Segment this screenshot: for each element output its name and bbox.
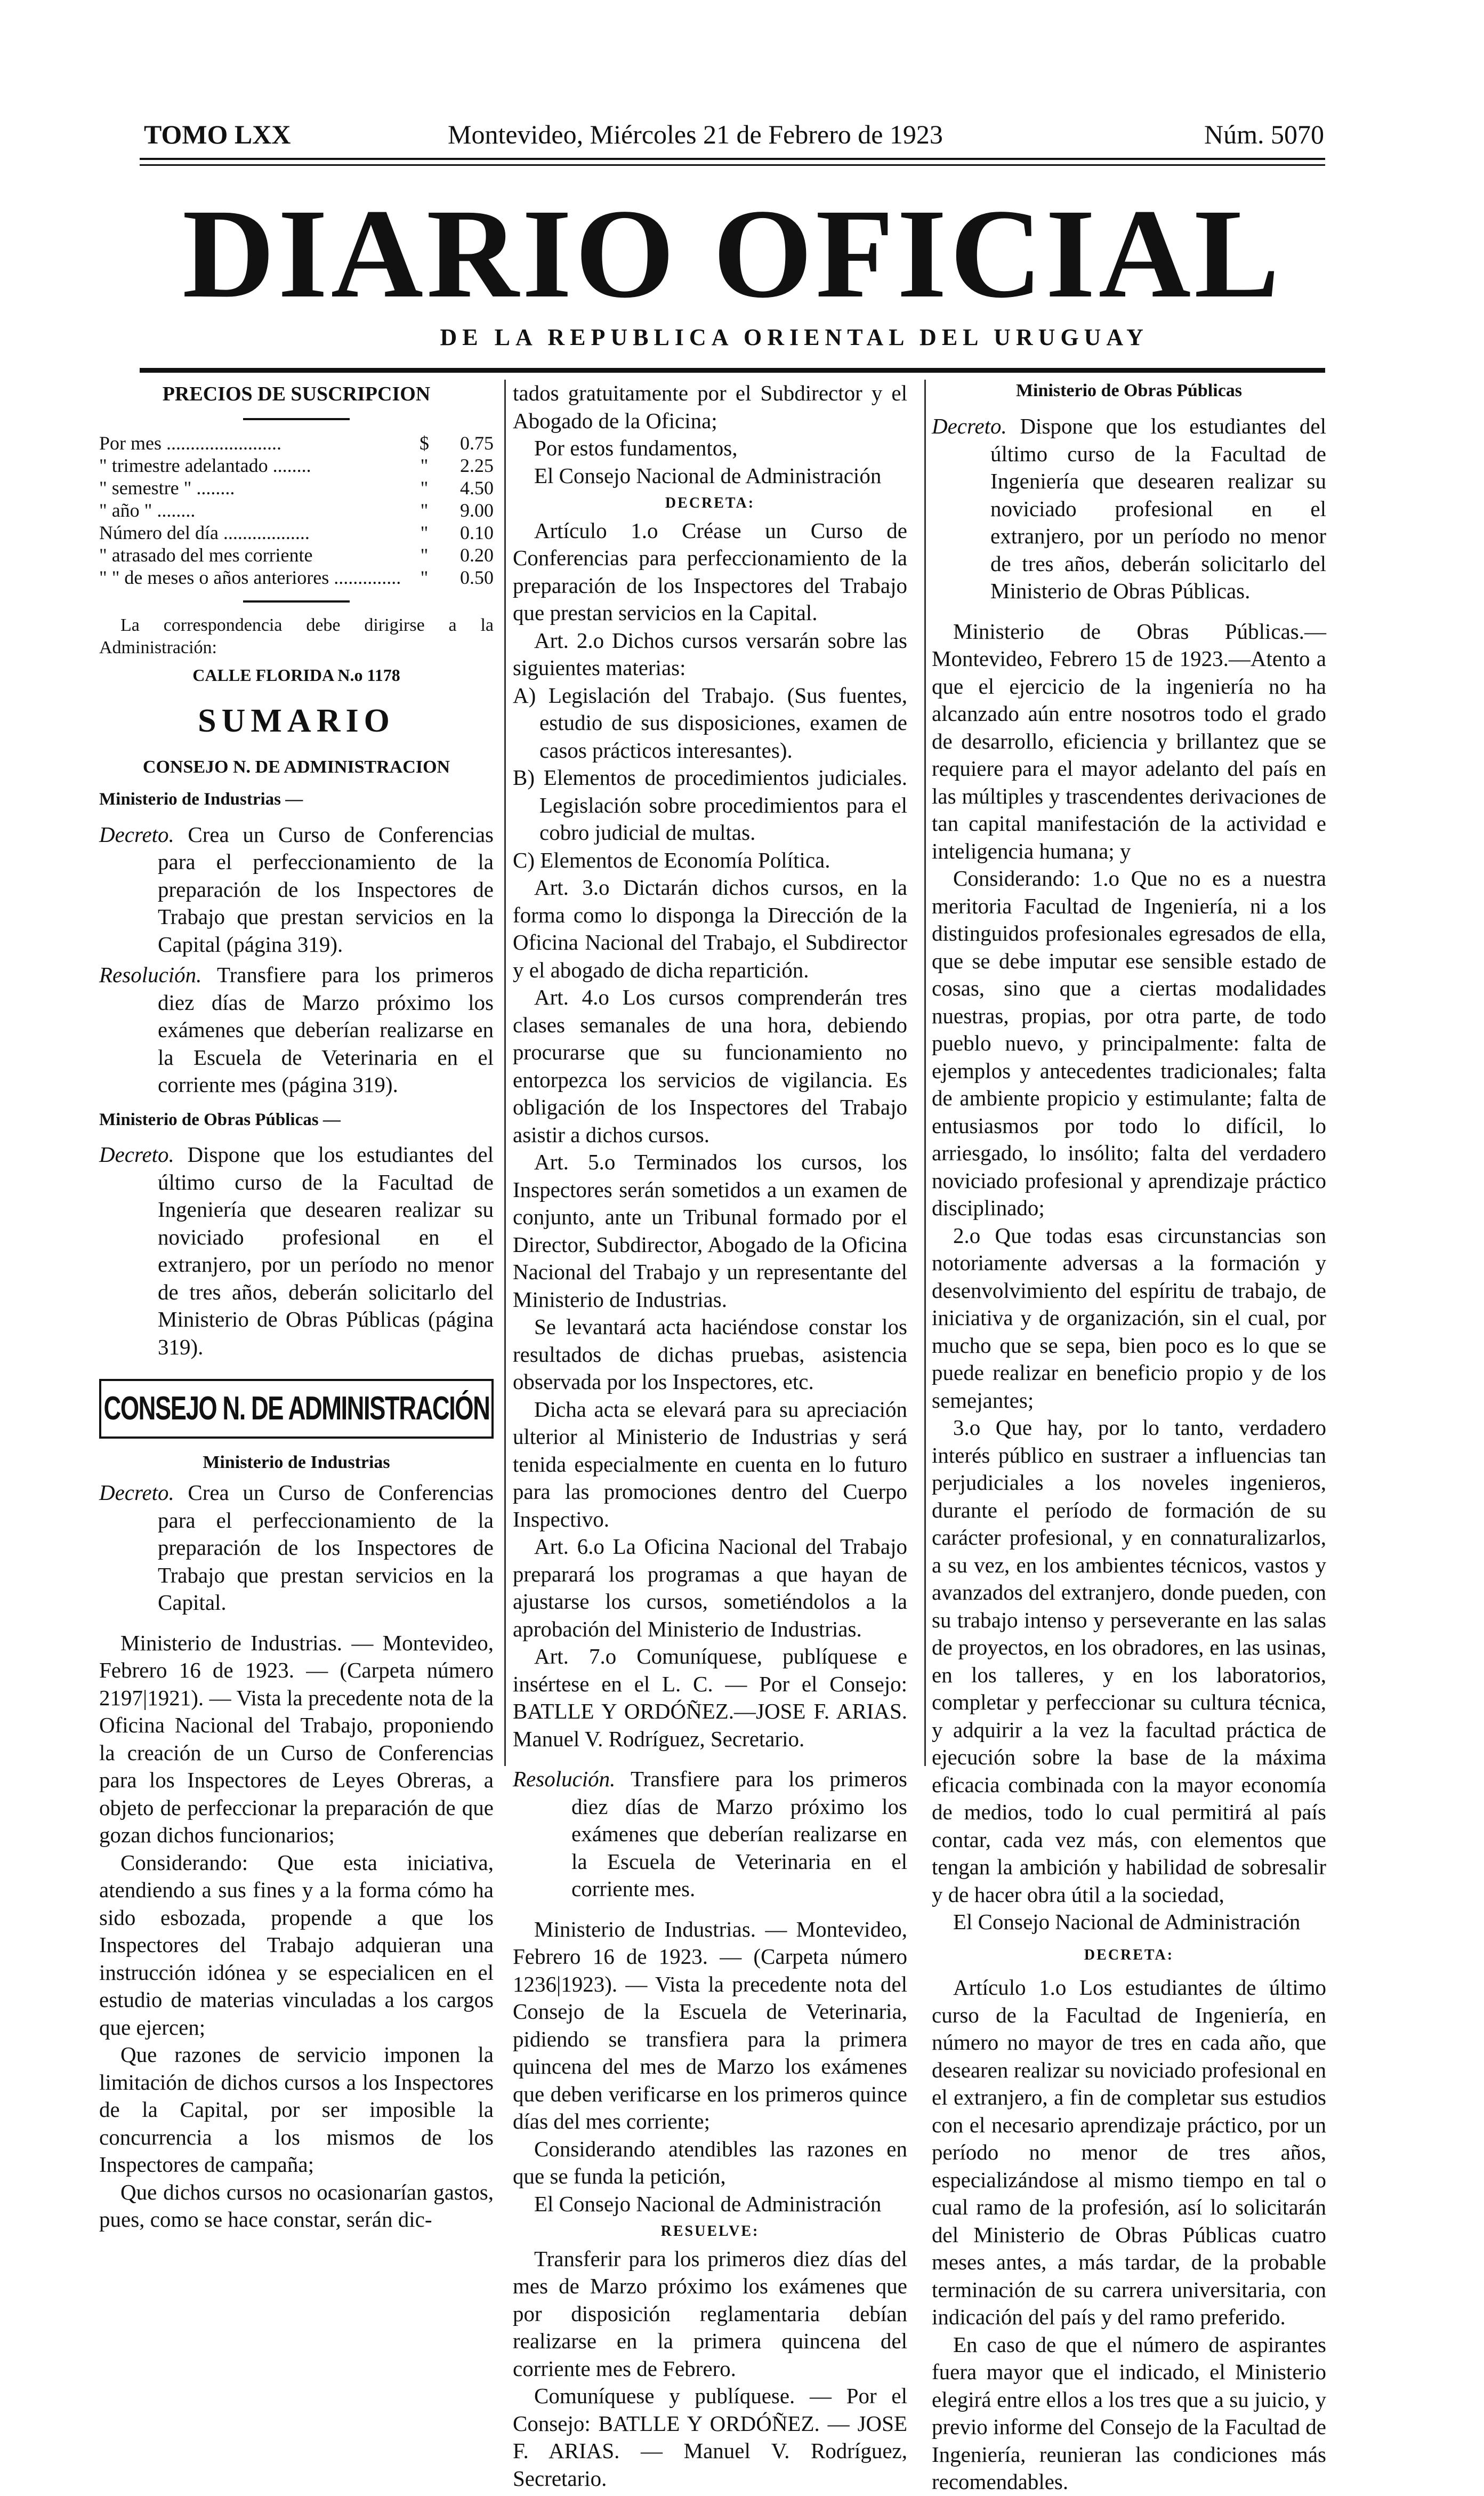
section-banner-box xyxy=(99,1379,494,1439)
item-label: Resolución. xyxy=(513,1767,616,1791)
item-text: Transfiere para los primeros diez días de Marzo próximo los exámenes que deberían realizarse en la Escuela de Veterinaria en el corriente mes. xyxy=(571,1767,908,1901)
paragraph: Que razones de servicio imponen la limitación de dichos cursos a los Inspectores de la Capital, por ser imposible la concurrencia a los mismos de los Inspectores de campaña; xyxy=(99,2042,494,2177)
price-label: " semestre " ........ xyxy=(99,477,235,499)
price-value: 4.50 xyxy=(460,477,494,499)
issue-number: Núm. 5070 xyxy=(1204,119,1324,149)
paragraph: Ministerio de Industrias. — Montevideo, Febrero 16 de 1923. — (Carpeta número 2197|1921). — Vista la precedente nota de la Oficina Nacional del Trabajo, proponiendo la creación de un Curso de Conferencias para los Inspectores de Leyes Obreras, a objeto de perfeccionar la preparación de que gozan dichos funcionarios; xyxy=(99,1630,494,1847)
masthead-title: DIARIO OFICIAL xyxy=(182,182,1283,324)
column-divider xyxy=(924,380,926,1766)
header-rule-top xyxy=(140,158,1325,160)
paragraph: Transferir para los primeros diez días del mes de Marzo próximo los exámenes que por disposición reglamentaria debían realizarse en la primera quincena del corriente mes de Febrero. xyxy=(513,2246,907,2381)
item-text: Crea un Curso de Conferencias para el perfeccionamiento de la preparación de los Inspectores de Trabajo que prestan servicios en la Capital. xyxy=(158,1480,494,1615)
price-value: 9.00 xyxy=(460,500,494,521)
price-currency: " xyxy=(420,477,429,499)
article: Art. 7.o Comuníquese, publíquese e insértese en el L. C. — Por el Consejo: BATLLE Y ORDÓÑEZ.—JOSE F. ARIAS. Manuel V. Rodríguez, Secretario. xyxy=(513,1644,907,1751)
decree-summary xyxy=(932,413,1326,605)
price-label: Número del día .................. xyxy=(99,522,310,543)
short-rule xyxy=(243,600,350,603)
article: Art. 6.o La Oficina Nacional del Trabajo preparará los programas a que hayan de ajustarse los cursos, sometiéndolos a la aprobación del Ministerio de Industrias. xyxy=(513,1534,907,1641)
price-row xyxy=(99,499,494,521)
paragraph: Ministerio de Obras Públicas.—Montevideo, Febrero 15 de 1923.—Atento a que el ejercicio de la ingeniería no ha alcanzado aún entre nosotros todo el grado de desarrollo, eficiencia y brillantez que se requiere para el mayor adelanto del país en las múltiples y trascendentes derivaciones de tan capital manifestación de la actividad e inteligencia humana; y xyxy=(932,619,1326,863)
prices-table xyxy=(99,432,494,589)
paragraph: Que dichos cursos no ocasionarían gastos, pues, como se hace constar, serán dic- xyxy=(99,2179,494,2232)
paragraph: Considerando: 1.o Que no es a nuestra meritoria Facultad de Ingeniería, ni a los distinguidos profesionales egresados de ella, que se debe imputar ese sensible estado de cosas, sino que a ciertas modalidades nuestras, propias, por otra parte, de todo pueblo nuevo, y principalmente: falta de ejemplos y antecedentes tradicionales; falta de ambiente propicio y estimulante; falta de entusiasmos por todo lo difícil, lo arriesgado, lo insólito; falta del verdadero noviciado profesional y aprendizaje práctico disciplinado; xyxy=(932,866,1326,1220)
price-row xyxy=(99,521,494,544)
paragraph: El Consejo Nacional de Administración xyxy=(534,2191,882,2216)
paragraph: Por estos fundamentos, xyxy=(534,436,738,460)
price-currency: " xyxy=(420,455,429,476)
paragraph: El Consejo Nacional de Administración xyxy=(534,463,882,488)
price-row xyxy=(99,432,494,454)
list-item: A) Legislación del Trabajo. (Sus fuentes, estudio de sus disposiciones, examen de casos prácticos interesantes). xyxy=(513,683,907,763)
paragraph: El Consejo Nacional de Administración xyxy=(953,1909,1301,1934)
masthead-rule xyxy=(140,368,1325,373)
article: Art. 5.o Terminados los cursos, los Inspectores serán sometidos a un examen de conjunto, ante un Tribunal formado por el Director, Subdirector, Abogado de la Oficina Nacional del Trabajo y un representante del Ministerio de Industrias. xyxy=(513,1150,907,1312)
summary-council: CONSEJO N. DE ADMINISTRACION xyxy=(142,757,450,777)
article: Art. 4.o Los cursos comprenderán tres clases semanales de una hora, debiendo procurarse que su funcionamiento no entorpezca los servicios de vigilancia. Es obligación de los Inspectores del Trabajo asistir a dichos cursos. xyxy=(513,985,907,1147)
summary-item xyxy=(99,1141,494,1361)
price-label: " " de meses o años anteriores .............. xyxy=(99,567,401,588)
item-label: Resolución. xyxy=(99,962,202,987)
summary-ministry-works: Ministerio de Obras Públicas — xyxy=(99,1110,341,1129)
short-rule xyxy=(243,418,350,420)
column-1 xyxy=(99,380,494,2234)
price-currency: " xyxy=(420,567,429,588)
paragraph: tados gratuitamente por el Subdirector y el Abogado de la Oficina; xyxy=(513,381,907,433)
paragraph: 2.o Que todas esas circunstancias son notoriamente adversas a la formación y desenvolvimiento del espíritu de trabajo, de iniciativa y de organización, sin el cual, por mucho que se sepa, bien poco es lo que se puede realizar en beneficio propio y de los semejantes; xyxy=(932,1223,1326,1412)
price-currency: $ xyxy=(420,432,429,454)
price-label: " atrasado del mes corriente xyxy=(99,544,313,566)
item-text: Crea un Curso de Conferencias para el perfeccionamiento de la preparación de los Inspectores de Trabajo que prestan servicios en la Capital (página 319). xyxy=(158,822,494,957)
article: Se levantará acta haciéndose constar los resultados de dichas pruebas, asistencia observada por los Inspectores, etc. xyxy=(513,1314,907,1394)
resolution-summary xyxy=(513,1765,907,1903)
article: Art. 3.o Dictarán dichos cursos, en la forma como lo disponga la Dirección de la Oficina Nacional del Trabajo, el Subdirector y el abogado de dicha repartición. xyxy=(513,875,907,982)
article: Dicha acta se elevará para su apreciación ulterior al Ministerio de Industrias y será tenida especialmente en cuenta en lo futuro para las promociones dentro del Cuerpo Inspectivo. xyxy=(513,1397,907,1531)
summary-heading: SUMARIO xyxy=(198,703,395,739)
price-value: 0.50 xyxy=(460,567,494,588)
item-label: Decreto. xyxy=(932,414,1007,438)
article: Art. 2.o Dichos cursos versarán sobre las siguientes materias: xyxy=(513,628,907,680)
column-2 xyxy=(513,380,907,2492)
price-currency: " xyxy=(420,500,429,521)
price-label: " año " ........ xyxy=(99,500,196,521)
column-divider xyxy=(504,380,506,1766)
item-label: Decreto. xyxy=(99,822,174,847)
decree-heading: DECRETA: xyxy=(665,495,755,511)
price-currency: " xyxy=(420,522,429,543)
ministry-heading: Ministerio de Industrias xyxy=(203,1452,390,1472)
summary-ministry-industries: Ministerio de Industrias — xyxy=(99,790,303,809)
column-3 xyxy=(932,380,1326,2496)
price-row xyxy=(99,566,494,589)
masthead-title-box xyxy=(140,182,1325,324)
paragraph: Considerando atendibles las razones en que se funda la petición, xyxy=(513,2136,907,2188)
item-text: Dispone que los estudiantes del último curso de la Facultad de Ingeniería que desearen realizar su noviciado profesional en el extranjero, por un período no menor de tres años, deberán solicitarlo del Ministerio de Obras Públicas. xyxy=(990,414,1327,603)
resolution-heading: RESUELVE: xyxy=(660,2223,760,2240)
price-value: 0.10 xyxy=(460,522,494,543)
prices-title: PRECIOS DE SUSCRIPCION xyxy=(162,383,431,405)
price-value: 2.25 xyxy=(460,455,494,476)
price-label: " trimestre adelantado ........ xyxy=(99,455,311,476)
decree-heading: DECRETA: xyxy=(1084,1946,1174,1963)
price-row xyxy=(99,544,494,566)
ministry-heading: Ministerio de Obras Públicas xyxy=(1015,381,1243,400)
price-row xyxy=(99,477,494,499)
price-currency: " xyxy=(420,544,429,566)
price-value: 0.75 xyxy=(460,432,494,454)
article: Artículo 1.o Créase un Curso de Conferencias para perfeccionamiento de la preparación de los Inspectores del Trabajo que prestan servicios en la Capital. xyxy=(513,518,907,625)
header-rule-bottom xyxy=(140,164,1325,166)
issue-date: Montevideo, Miércoles 21 de Febrero de 1923 xyxy=(448,119,943,149)
item-label: Decreto. xyxy=(99,1142,174,1167)
correspondence-note: La correspondencia debe dirigirse a la Administración: xyxy=(99,615,494,657)
decree-summary xyxy=(99,1479,494,1617)
paragraph: 3.o Que hay, por lo tanto, verdadero interés público en sustraer a influencias tan perjudiciales a los noveles ingenieros, durante el período de formación de su carácter profesional, y en connaturalizarlos, a su vez, en los ambientes técnicos, vastos y avanzados del extranjero, donde pueden, con su trabajo intenso y perseverante en las salas de proyectos, en los obradores, en las usinas, en los talleres, y en los laboratorios, completar y perfeccionar su cultura técnica, y adquirir a la vez la facultad práctica de ejecución sobre la base de la máxima eficacia combinada con la mayor economía de medios, todo lo cual permitirá al país contar, cada vez más, con elementos que tengan la ambición y habilidad de sobresalir y de hacer obra útil a la sociedad, xyxy=(932,1415,1326,1907)
price-row xyxy=(99,454,494,477)
volume-number: TOMO LXX xyxy=(144,119,291,149)
summary-item xyxy=(99,821,494,959)
section-banner: CONSEJO N. DE ADMINISTRACIÓN xyxy=(103,1390,489,1427)
paragraph: Comuníquese y publíquese. — Por el Consejo: BATLLE Y ORDÓÑEZ. — JOSE F. ARIAS. — Manuel V. Rodríguez, Secretario. xyxy=(513,2383,907,2491)
list-item: B) Elementos de procedimientos judiciales. Legislación sobre procedimientos para el cobro judicial de multas. xyxy=(513,765,907,845)
paragraph: Considerando: Que esta iniciativa, atendiendo a sus fines y a la forma cómo ha sido esbozada, propende a que los Inspectores del Trabajo adquieran una instrucción idónea y se especialicen en el estudio de materias vinculadas a los cargos que ejercen; xyxy=(99,1850,494,2040)
price-label: Por mes ........................ xyxy=(99,432,281,454)
article: Artículo 1.o Los estudiantes de último curso de la Facultad de Ingeniería, en número no mayor de tres en cada año, que desearen realizar su noviciado profesional en el extranjero, a fin de completar sus estudios con el necesario aprendizaje práctico, por un período no menor de tres años, especializándose al mismo tiempo en tal o cual ramo de la profesión, así lo solicitarán del Ministerio de Obras Públicas cuatro meses antes, a más tardar, de la probable terminación de su carrera universitaria, con indicación del país y del ramo preferido. xyxy=(932,1975,1326,2329)
masthead-subtitle: DE LA REPUBLICA ORIENTAL DEL URUGUAY xyxy=(440,324,1149,350)
list-item: C) Elementos de Economía Política. xyxy=(513,847,830,872)
masthead-subtitle-box xyxy=(299,323,1290,352)
price-value: 0.20 xyxy=(460,544,494,566)
item-label: Decreto. xyxy=(99,1480,174,1505)
address: CALLE FLORIDA N.o 1178 xyxy=(192,665,400,685)
item-text: Dispone que los estudiantes del último curso de la Facultad de Ingeniería que desearen realizar su noviciado profesional en el extranjero, por un período no menor de tres años, deberán solicitarlo del Ministerio de Obras Públicas (página 319). xyxy=(158,1142,494,1359)
article: En caso de que el número de aspirantes fuera mayor que el indicado, el Ministerio elegirá entre ellos a los tres que a su juicio, y previo informe del Consejo de la Facultad de Ingeniería, reunieran las condiciones más recomendables. xyxy=(932,2332,1326,2494)
summary-item xyxy=(99,961,494,1099)
item-text: Transfiere para los primeros diez días de Marzo próximo los exámenes que deberían realizarse en la Escuela de Veterinaria en el corriente mes (página 319). xyxy=(158,962,494,1097)
paragraph: Ministerio de Industrias. — Montevideo, Febrero 16 de 1923. — (Carpeta número 1236|1923). — Vista la precedente nota del Consejo de la Escuela de Veterinaria, pidiendo se transfiera para la primera quincena del mes de Marzo los exámenes que deben verificarse en los primeros quince días del mes corriente; xyxy=(513,1916,907,2133)
